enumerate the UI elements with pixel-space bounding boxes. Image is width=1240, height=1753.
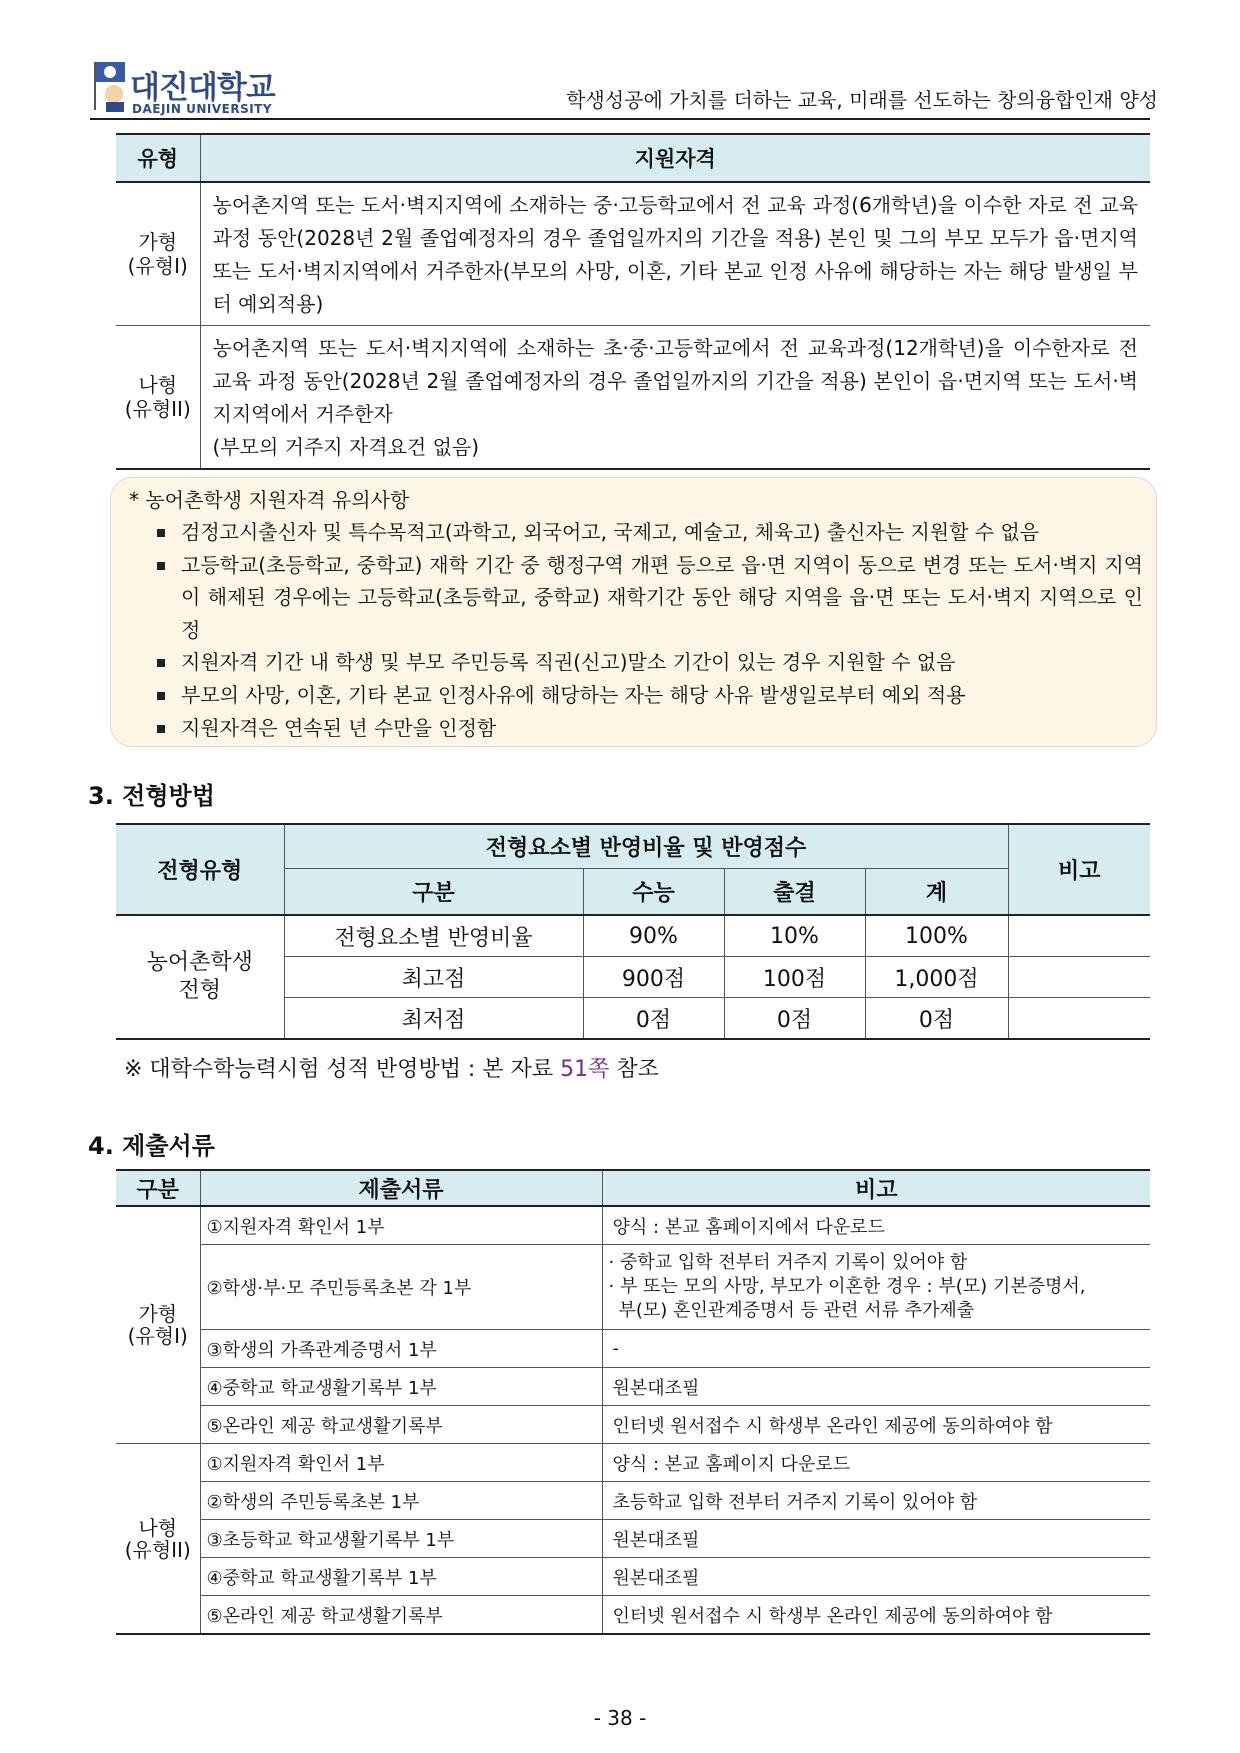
list-item: 부모의 사망, 이혼, 기타 본교 인정사유에 해당하는 자는 해당 사유 발생일로부터 예외 적용 (153, 679, 1143, 712)
type-cell (116, 182, 200, 326)
type-cell (116, 326, 200, 470)
row-label: 최고점 (284, 957, 583, 998)
table-row (116, 1406, 1150, 1444)
list-item: 검정고시출신자 및 특수목적고(과학고, 외국어고, 국제고, 예술고, 체육고) 출신자는 지원할 수 없음 (153, 516, 1143, 549)
table-row (116, 1368, 1150, 1406)
reference-text: 참조 (609, 1057, 659, 1082)
value-cell: 0점 (724, 998, 865, 1040)
value-cell: 90% (583, 915, 724, 957)
documents-table (116, 1169, 1150, 1635)
header-divider (90, 118, 1150, 120)
header-remarks: 비고 (1008, 824, 1150, 915)
mascot-flag-icon (92, 58, 132, 114)
remarks-cell: 인터넷 원서접수 시 학생부 온라인 제공에 동의하여야 함 (602, 1406, 1150, 1444)
selection-method-table (116, 823, 1150, 1040)
group-cell (116, 1444, 200, 1635)
list-item: 지원자격은 연속된 년 수만을 인정함 (153, 712, 1143, 745)
type-sub-label: (유형II) (124, 397, 191, 421)
value-cell: 900점 (583, 957, 724, 998)
value-cell: 1,000점 (865, 957, 1008, 998)
remarks-cell: 초등학교 입학 전부터 거주지 기록이 있어야 함 (602, 1482, 1150, 1520)
eligibility-desc-note: (부모의 거주지 자격요건 없음) (212, 435, 480, 459)
remarks-cell: 원본대조필 (602, 1520, 1150, 1558)
table-row (116, 1482, 1150, 1520)
remark-line: · 부 또는 모의 사망, 부모가 이혼한 경우 : 부(모) 기본증명서, (608, 1275, 1086, 1297)
table-row (116, 326, 1150, 470)
table-row (116, 1206, 1150, 1245)
value-cell: 0점 (865, 998, 1008, 1040)
table-header-row (116, 824, 1150, 869)
type-label: 가형 (138, 1302, 178, 1326)
eligibility-desc: 농어촌지역 또는 도서·벽지지역에 소재하는 초·중·고등학교에서 전 교육과정(12개학년)을 이수한자로 전 교육 과정 동안(2028년 2월 졸업예정자의 경우 졸업일까지의 기간을 적용) 본인이 읍·면지역 또는 도서·벽지지역에서 거주한자 (212, 336, 1138, 426)
header-documents: 제출서류 (200, 1170, 602, 1206)
value-cell: 100% (865, 915, 1008, 957)
remarks-cell: 원본대조필 (602, 1558, 1150, 1596)
remarks-cell: 원본대조필 (602, 1368, 1150, 1406)
header-slogan: 학생성공에 가치를 더하는 교육, 미래를 선도하는 창의융합인재 양성 (566, 88, 1158, 112)
document-cell: ②학생의 주민등록초본 1부 (200, 1482, 602, 1520)
remarks-cell (1008, 957, 1150, 998)
header-type: 유형 (116, 134, 200, 182)
group-cell (116, 915, 284, 1039)
university-logo (92, 56, 292, 118)
document-cell: ②학생·부·모 주민등록초본 각 1부 (200, 1245, 602, 1330)
table-header-row (116, 1170, 1150, 1206)
document-cell: ⑤온라인 제공 학교생활기록부 (200, 1406, 602, 1444)
table-row (116, 1245, 1150, 1330)
document-cell: ⑤온라인 제공 학교생활기록부 (200, 1596, 602, 1635)
document-cell: ③초등학교 학교생활기록부 1부 (200, 1520, 602, 1558)
notes-title: * 농어촌학생 지원자격 유의사항 (129, 488, 410, 512)
eligibility-desc-cell (200, 326, 1150, 470)
document-cell: ③학생의 가족관계증명서 1부 (200, 1330, 602, 1368)
value-cell: 10% (724, 915, 865, 957)
header-eligibility: 지원자격 (200, 134, 1150, 182)
row-label: 최저점 (284, 998, 583, 1040)
document-cell: ①지원자격 확인서 1부 (200, 1444, 602, 1482)
table-row (116, 1596, 1150, 1635)
notes-list (153, 516, 1143, 744)
page-number: - 38 - (593, 1706, 647, 1730)
remark-line: · 중학교 입학 전부터 거주지 기록이 있어야 함 (608, 1251, 968, 1273)
header-attendance: 출결 (724, 869, 865, 916)
list-item: 고등학교(초등학교, 중학교) 재학 기간 중 행정구역 개편 등으로 읍·면 지역이 동으로 변경 또는 도서·벽지 지역이 해제된 경우에는 고등학교(초등학교, 중학교) 재학기간 동안 해당 지역을 읍·면 또는 도서·벽지 지역으로 인정 (153, 549, 1143, 647)
header-category: 구분 (284, 869, 583, 916)
value-cell: 100점 (724, 957, 865, 998)
logo-name: 대진대학교 (130, 70, 275, 106)
document-cell: ④중학교 학교생활기록부 1부 (200, 1368, 602, 1406)
remarks-cell: - (602, 1330, 1150, 1368)
table-row (116, 1520, 1150, 1558)
type-label: 나형 (138, 1515, 178, 1540)
group-cell (116, 1206, 200, 1444)
reference-text: ※ 대학수학능력시험 성적 반영방법 : 본 자료 (124, 1057, 561, 1082)
eligibility-desc: 농어촌지역 또는 도서·벽지지역에 소재하는 중·고등학교에서 전 교육 과정(6개학년)을 이수한 자로 전 교육 과정 동안(2028년 2월 졸업예정자의 경우 졸업일까지의 기간을 적용) 본인 및 그의 부모 모두가 읍·면지역 또는 도서·벽지지역에서 거주한자(부모의 사망, 이혼, 기타 본교 인정 사유에 해당하는 자는 해당 발생일 부터 예외적용) (200, 182, 1150, 326)
header-category: 구분 (116, 1170, 200, 1206)
group-label: 농어촌학생 (146, 950, 253, 975)
value-cell: 0점 (583, 998, 724, 1040)
document-cell: ①지원자격 확인서 1부 (200, 1206, 602, 1245)
type-label: 나형 (138, 373, 178, 397)
remark-line: 부(모) 혼인관계증명서 등 관련 서류 추가제출 (618, 1299, 975, 1321)
remarks-cell: 인터넷 원서접수 시 학생부 온라인 제공에 동의하여야 함 (602, 1596, 1150, 1635)
csat-reference-note (124, 1052, 659, 1083)
header-selection-type: 전형유형 (116, 824, 284, 915)
header-csat: 수능 (583, 869, 724, 916)
logo-subtitle: DAEJIN UNIVERSITY (132, 102, 273, 116)
document-cell: ④중학교 학교생활기록부 1부 (200, 1558, 602, 1596)
remarks-cell (1008, 998, 1150, 1040)
table-row (116, 1330, 1150, 1368)
type-label: 가형 (138, 230, 178, 254)
header-total: 계 (865, 869, 1008, 916)
list-item: 지원자격 기간 내 학생 및 부모 주민등록 직권(신고)말소 기간이 있는 경우 지원할 수 없음 (153, 646, 1143, 679)
type-sub-label: (유형II) (124, 1537, 191, 1562)
table-header-row (116, 134, 1150, 182)
eligibility-table (116, 133, 1150, 470)
remarks-cell: 양식 : 본교 홈페이지 다운로드 (602, 1444, 1150, 1482)
table-row (116, 182, 1150, 326)
remarks-cell (602, 1245, 1150, 1330)
table-row (116, 1558, 1150, 1596)
header-remarks: 비고 (602, 1170, 1150, 1206)
page-reference: 51쪽 (560, 1057, 610, 1082)
remarks-cell (1008, 915, 1150, 957)
row-label: 전형요소별 반영비율 (284, 915, 583, 957)
eligibility-notes-box (110, 477, 1157, 747)
remarks-cell: 양식 : 본교 홈페이지에서 다운로드 (602, 1206, 1150, 1245)
table-row (116, 1444, 1150, 1482)
type-sub-label: (유형I) (127, 1324, 188, 1348)
header-element-ratio: 전형요소별 반영비율 및 반영점수 (284, 824, 1008, 869)
group-label: 전형 (178, 978, 221, 1003)
section-title: 3. 전형방법 (88, 782, 215, 810)
section-title: 4. 제출서류 (88, 1132, 215, 1160)
type-sub-label: (유형I) (127, 254, 188, 278)
table-row (116, 915, 1150, 957)
